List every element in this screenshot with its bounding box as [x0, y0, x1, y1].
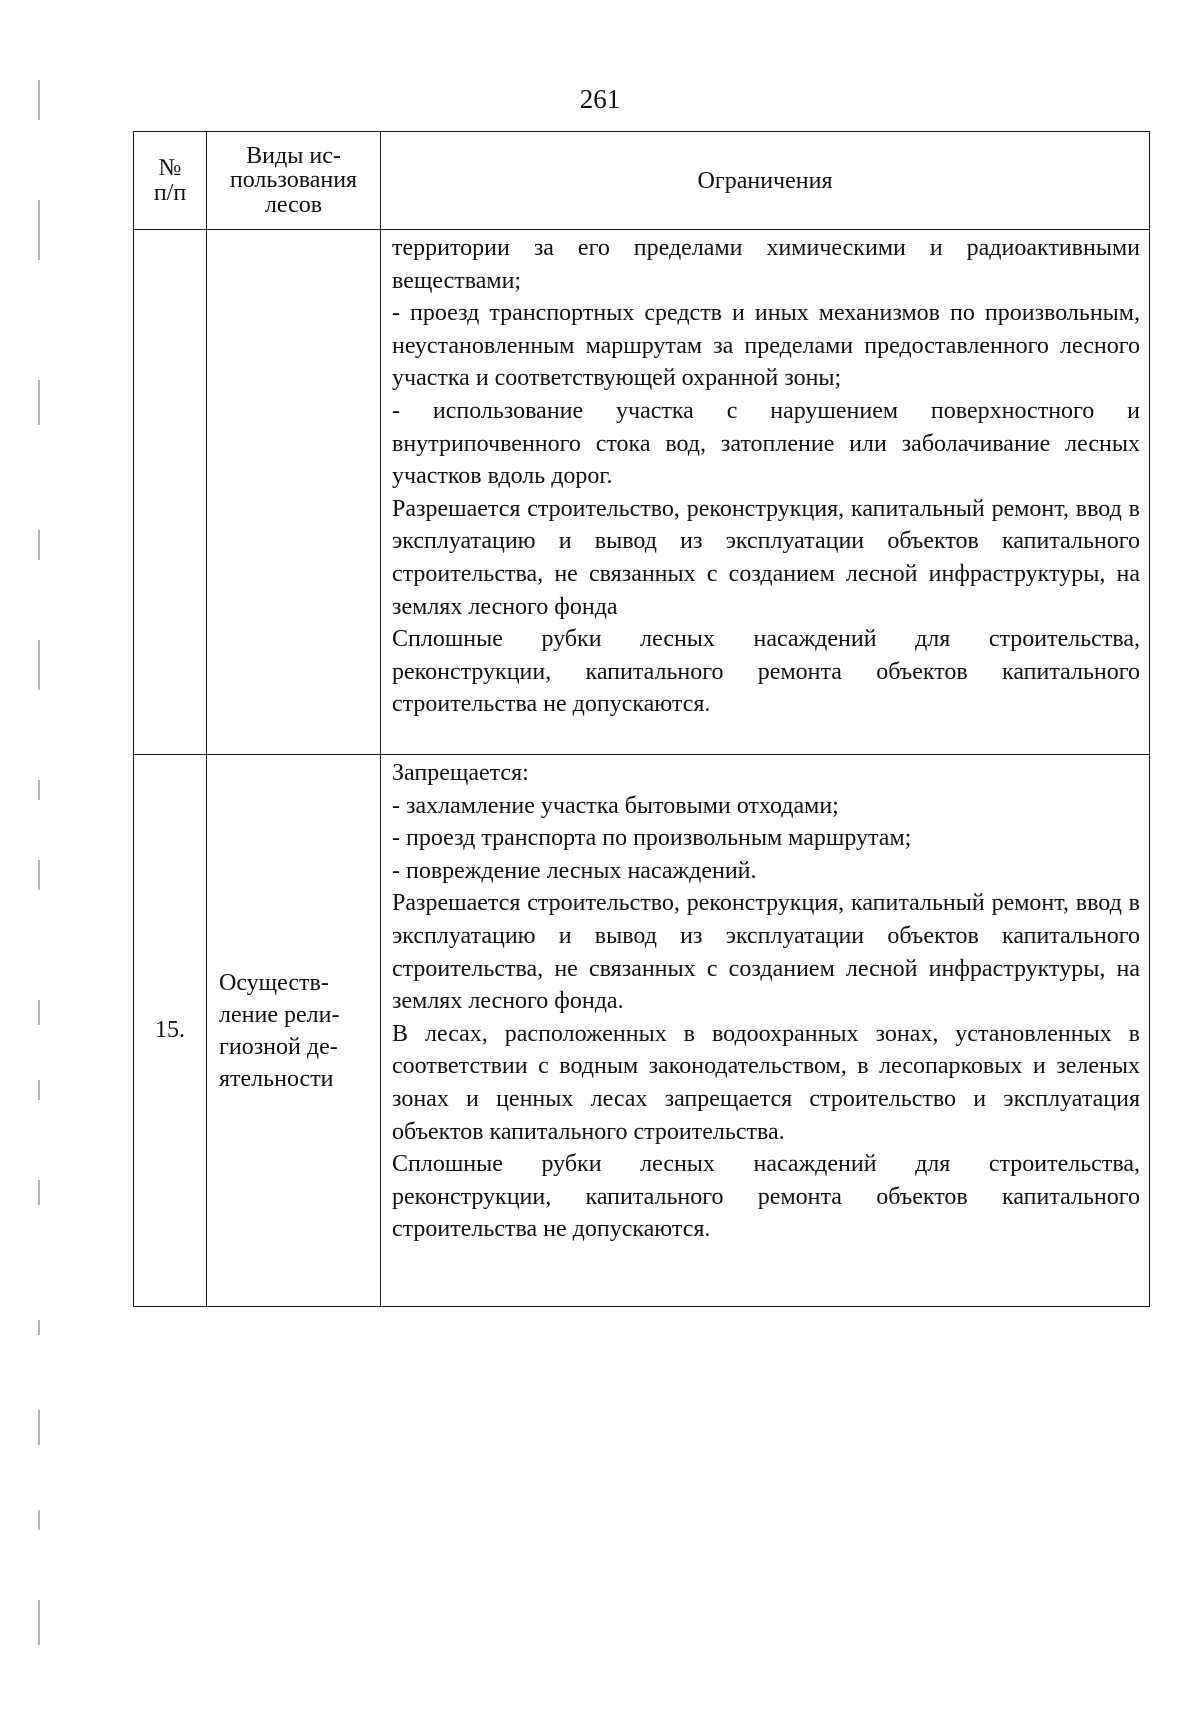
row-forest-use-type — [207, 755, 381, 1307]
restriction-paragraph: В лесах, расположенных в водоохранных зонах, установленных в соответствии с водным законодательством, в лесопарковых и зеленых зонах и ценных лесах запрещается строительство и эксплуатация объектов капитального строительства. — [392, 1020, 1140, 1145]
page-number: 261 — [579, 84, 621, 114]
restriction-paragraph: - использование участка с нарушением поверхностного и внутрипочвенного стока вод, затопление или заболачивание лесных участков вдоль дорог. — [392, 397, 1140, 490]
forest-use-type-line: Осуществ- — [219, 969, 329, 996]
restriction-paragraph: - повреждение лесных насаждений. — [392, 857, 757, 884]
restriction-paragraph: - проезд транспортных средств и иных механизмов по произвольным, неустановленным маршрутам за пределами предоставленного лесного участка и соответствующей охранной зоны; — [392, 300, 1140, 392]
header-number-line2: п/п — [153, 179, 187, 206]
forest-use-type-line: гиозной де- — [219, 1033, 338, 1060]
row-restrictions — [381, 755, 1150, 1307]
row-restrictions — [381, 230, 1150, 755]
row-forest-use-type — [207, 230, 381, 755]
restriction-paragraph: Сплошные рубки лесных насаждений для строительства, реконструкции, капитального ремонта объектов капитального строительства не допускаются. — [392, 626, 1140, 718]
restriction-paragraph: территории за его пределами химическими и радиоактивными веществами; — [392, 235, 1140, 294]
restriction-paragraph: Запрещается: — [392, 760, 529, 786]
restriction-paragraph: - захламление участка бытовыми отходами; — [392, 792, 839, 819]
row-number: 15. — [134, 755, 207, 1307]
table-row — [134, 755, 1150, 1307]
table-row — [134, 230, 1150, 755]
header-number-line1: № — [158, 155, 182, 181]
table-header-row — [134, 132, 1150, 230]
margin-scan-marks — [38, 80, 40, 1660]
restriction-paragraph: Разрешается строительство, реконструкция, капитальный ремонт, ввод в эксплуатацию и вывод из эксплуатации объектов капитального строительства, не связанных с созданием лесной инфраструктуры, на землях лесного фонда — [392, 495, 1140, 620]
row-number — [134, 230, 207, 755]
header-type-line3: лесов — [264, 191, 323, 218]
restriction-paragraph: Разрешается строительство, реконструкция, капитальный ремонт, ввод в эксплуатацию и вывод из эксплуатации объектов капитального строительства, не связанных с созданием лесной инфраструктуры, на землях лесного фонда. — [392, 890, 1140, 1015]
header-forest-use-type — [207, 132, 381, 230]
header-type-line1: Виды ис- — [246, 142, 341, 169]
header-number — [134, 132, 207, 230]
restrictions-table — [133, 131, 1150, 1307]
forest-use-type-line: ятельности — [219, 1065, 334, 1092]
restriction-paragraph: Сплошные рубки лесных насаждений для строительства, реконструкции, капитального ремонта объектов капитального строительства не допускаются. — [392, 1151, 1140, 1243]
forest-use-type-line: ление рели- — [219, 1001, 340, 1028]
header-restrictions: Ограничения — [381, 132, 1150, 230]
header-type-line2: пользования — [229, 167, 358, 194]
restriction-paragraph: - проезд транспорта по произвольным маршрутам; — [392, 825, 912, 852]
